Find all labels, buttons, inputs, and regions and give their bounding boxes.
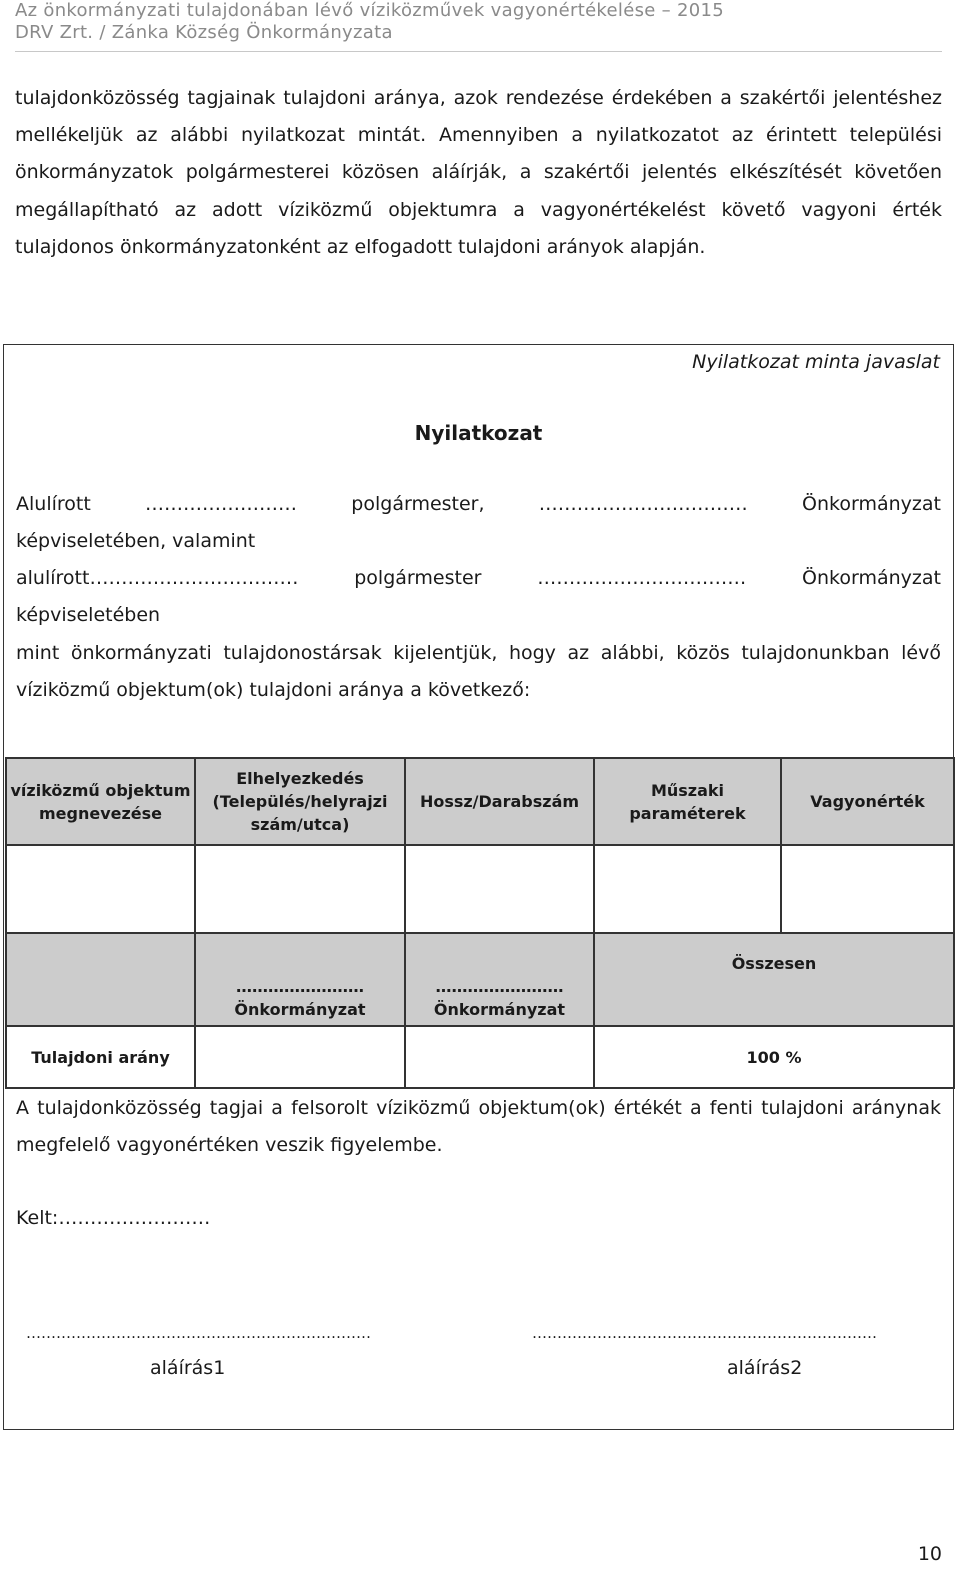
representation-line-2: képviseletében [16, 604, 161, 626]
running-header-subtitle: DRV Zrt. / Zánka Község Önkormányzata [15, 22, 393, 43]
municipality-label-2: Önkormányzat [802, 567, 941, 589]
undersigned-label: Alulírott [16, 493, 91, 515]
closing-statement: A tulajdonközösség tagjai a felsorolt víziközmű objektum(ok) értékét a fenti tulajdoni aránynak megfelelő vagyonértéken veszik figyelembe. [16, 1097, 941, 1157]
col-header-value: Vagyonérték [781, 758, 954, 845]
table-cell[interactable] [195, 1026, 405, 1088]
sample-title: Nyilatkozat minta javaslat [692, 351, 940, 373]
municipality-label-1: Önkormányzat [802, 493, 941, 515]
signature-label-1: aláírás1 [150, 1357, 226, 1379]
running-header-title: Az önkormányzati tulajdonában lévő víziközművek vagyonértékelése – 2015 [15, 0, 724, 21]
representation-line-1: képviseletében, valamint [16, 530, 256, 552]
signature-line-1: …………………………………………………………… [26, 1324, 371, 1342]
intro-paragraph: tulajdonközösség tagjainak tulajdoni aránya, azok rendezése érdekében a szakértői jelentéshez mellékeljük az alábbi nyilatkozat mintát. Amennyiben a nyilatkozatot az érintett települési önkormányzatok polgármesterei közösen aláírják, a szakértői jelentés elkészítését követően megállapítható az adott víziközmű objektumra a vagyonértékelést követő vagyoni érték tulajdonos önkormányzatonként az elfogadott tulajdoni arányok alapján. [15, 87, 942, 258]
table-cell[interactable] [594, 845, 781, 933]
col-header-length: Hossz/Darabszám [405, 758, 594, 845]
municipality-column-1: …………………… Önkormányzat [195, 933, 405, 1026]
municipality-column-2: …………………… Önkormányzat [405, 933, 594, 1026]
ownership-statement: mint önkormányzati tulajdonostársak kijelentjük, hogy az alábbi, közös tulajdonunkban lévő víziközmű objektum(ok) tulajdoni aránya a következő: [16, 642, 941, 702]
table-cell [6, 933, 195, 1026]
table-row [6, 1026, 954, 1088]
table-subheader-row [6, 933, 954, 1026]
ownership-ratio-label: Tulajdoni arány [6, 1026, 195, 1088]
declaration-title: Nyilatkozat [414, 421, 543, 445]
mayor-label-2: polgármester [354, 567, 482, 589]
undersigned-name-blank-2: alulírott…………………………… [16, 567, 299, 589]
table-cell[interactable] [781, 845, 954, 933]
header-divider [15, 51, 942, 52]
page-number: 10 [917, 1543, 942, 1565]
col-header-technical: Műszaki paraméterek [594, 758, 781, 845]
table-row [6, 845, 954, 933]
declarant-line-2 [16, 567, 941, 589]
total-column-header: Összesen [594, 933, 954, 1026]
signature-line-2: …………………………………………………………… [532, 1324, 877, 1342]
table-cell[interactable] [405, 845, 594, 933]
municipality-blank-1: …………………………… [538, 493, 748, 515]
col-header-location: Elhelyezkedés (Település/helyrajzi szám/utca) [195, 758, 405, 845]
ownership-table [5, 757, 955, 1089]
declarant-line-1 [16, 493, 941, 515]
signature-label-2: aláírás2 [727, 1357, 803, 1379]
mayor-label-1: polgármester, [351, 493, 485, 515]
name-blank-1: …………………… [145, 493, 298, 515]
date-line: Kelt:…………………… [16, 1207, 211, 1229]
table-cell[interactable] [195, 845, 405, 933]
table-header-row [6, 758, 954, 845]
table-cell[interactable] [405, 1026, 594, 1088]
col-header-object: víziközmű objektum megnevezése [6, 758, 195, 845]
ownership-ratio-total: 100 % [594, 1026, 954, 1088]
table-cell[interactable] [6, 845, 195, 933]
municipality-blank-2: …………………………… [537, 567, 747, 589]
